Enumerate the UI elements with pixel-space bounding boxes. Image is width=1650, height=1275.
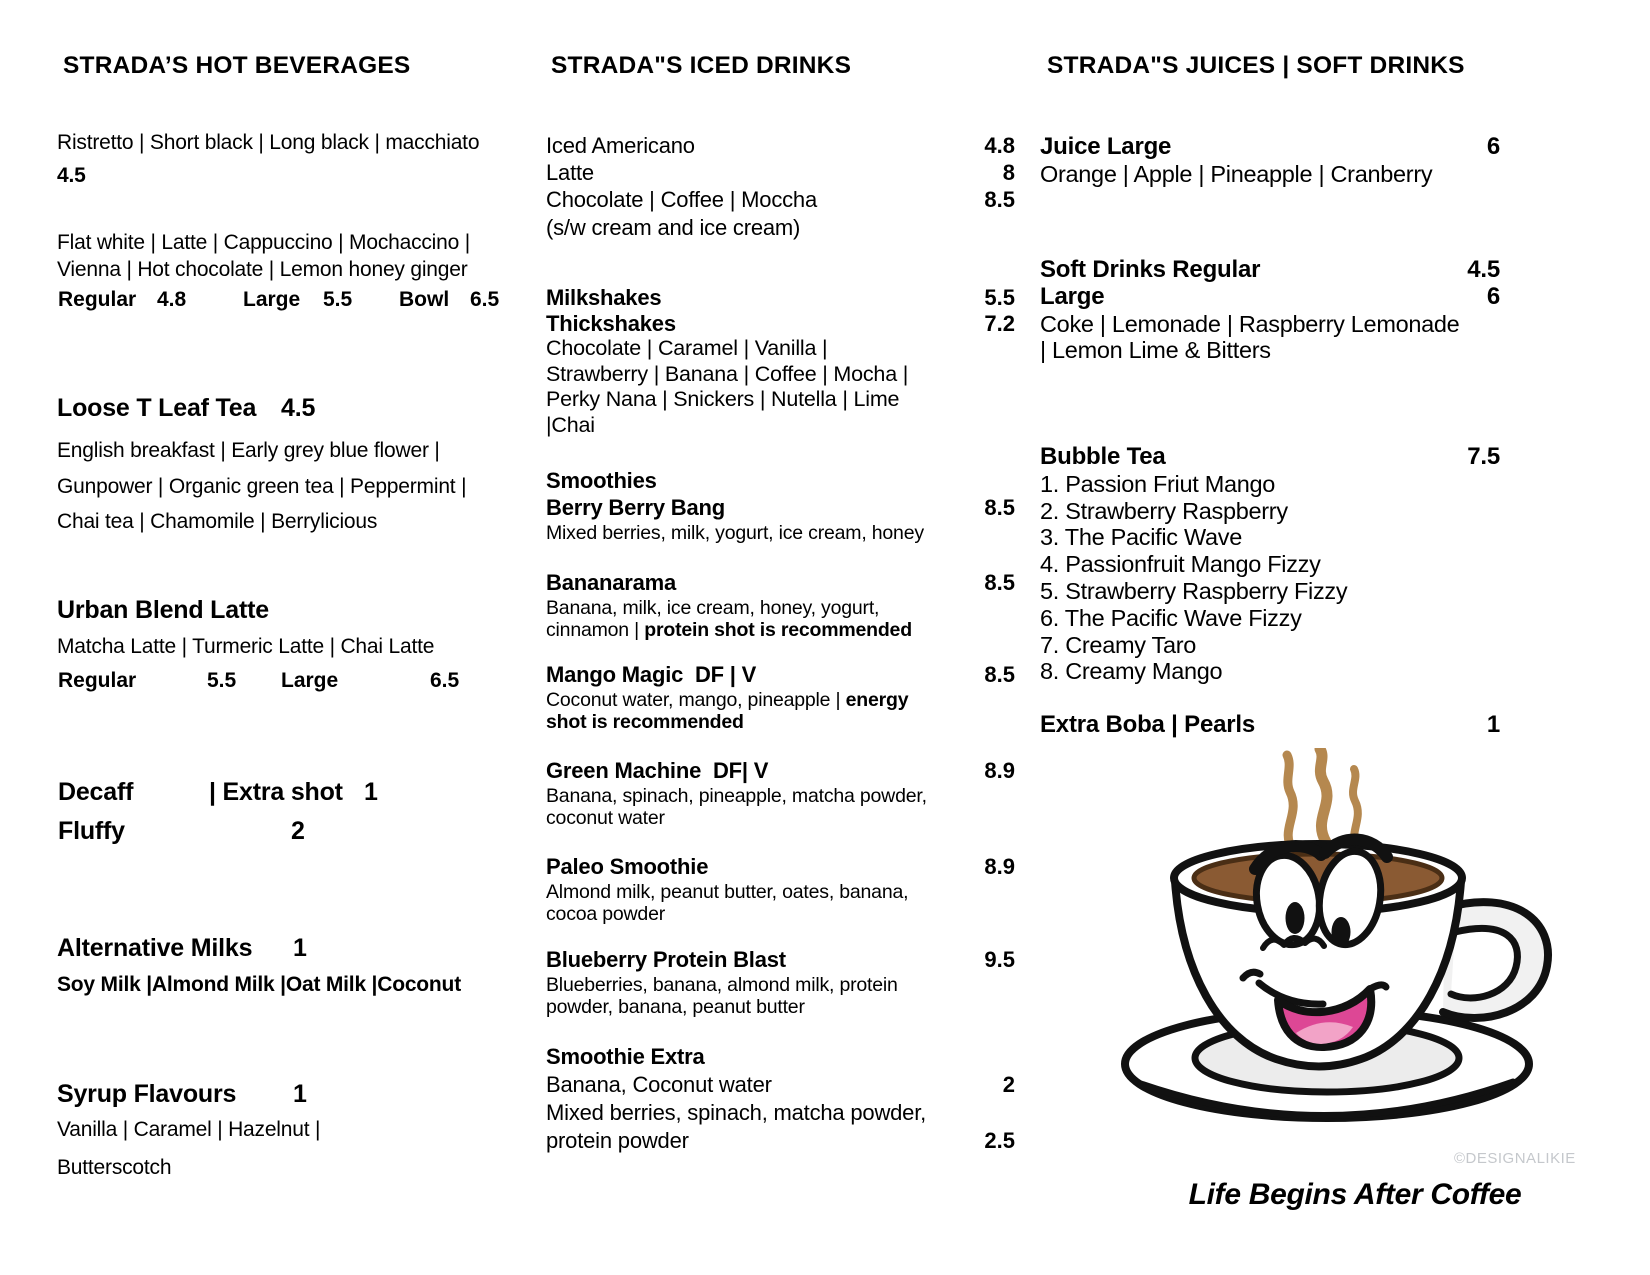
juice-large-row <box>1040 134 1500 161</box>
smoothie-desc-text: Blueberries, banana, almond milk, protein <box>546 974 898 996</box>
extra-shot-price: 1 <box>364 778 378 806</box>
smoothie-name-row <box>546 946 1015 973</box>
syrup-flavours-line-1: Vanilla | Caramel | Hazelnut | <box>57 1118 321 1141</box>
bubble-tea-price: 7.5 <box>1467 443 1500 470</box>
fluffy-price: 2 <box>291 817 305 845</box>
white-coffee-sizes <box>57 288 532 316</box>
soft-large-price: 6 <box>1486 282 1500 310</box>
smoothie-desc-bold: protein shot is recommended <box>644 618 912 641</box>
bubble-tea-item: 6. The Pacific Wave Fizzy <box>1040 604 1302 631</box>
milkshakes-label: Milkshakes <box>546 285 662 310</box>
smoothie-price: 8.5 <box>984 570 1015 595</box>
syrup-flavours-line-2: Butterscotch <box>57 1156 172 1179</box>
iced-item-name: Iced Americano <box>546 133 695 158</box>
smoothie-bananarama-block <box>546 569 1015 641</box>
soft-regular-price: 4.5 <box>1467 256 1500 283</box>
smoothie-extra-block <box>546 1043 1015 1155</box>
smoothie-desc-text: Banana, milk, ice cream, honey, yogurt, <box>546 597 880 619</box>
smoothie-desc <box>546 620 1015 642</box>
iced-item-name: Chocolate | Coffee | Moccha <box>546 187 817 213</box>
juices-soft-drinks-title: STRADA"S JUICES | SOFT DRINKS <box>1047 52 1465 79</box>
smoothie-desc <box>546 808 1015 830</box>
decaff-row <box>57 778 532 812</box>
smoothie-extra-price: 2 <box>1002 1072 1015 1097</box>
smoothie-name-row <box>546 853 1015 880</box>
loose-tea-flavors <box>57 433 537 540</box>
smoothie-name: Green Machine DF| V <box>546 758 769 783</box>
urban-blend-sizes <box>57 669 532 697</box>
alternative-milks-header <box>57 934 532 968</box>
smoothie-desc-text: Mixed berries, milk, yogurt, ice cream, honey <box>546 522 924 544</box>
iced-item-name: (s/w cream and ice cream) <box>546 214 801 240</box>
loose-tea-title: Loose T Leaf Tea <box>57 394 257 422</box>
iced-item-name: Latte <box>546 160 594 186</box>
tagline: Life Begins After Coffee <box>1188 1178 1522 1211</box>
large-size-label: Large <box>243 288 301 311</box>
smoothie-price: 8.9 <box>984 758 1015 783</box>
iced-item-row <box>546 159 1015 186</box>
smoothies-header: Smoothies <box>546 468 657 493</box>
smoothie-desc <box>546 523 1015 545</box>
smoothie-desc <box>546 690 1015 712</box>
bubble-tea-block <box>1040 444 1500 685</box>
urban-blend-title: Urban Blend Latte <box>57 596 269 624</box>
soft-regular-row <box>1040 257 1500 284</box>
loose-tea-price: 4.5 <box>281 394 316 422</box>
loose-tea-header <box>57 394 532 426</box>
tea-flavor-line-3: Chai tea | Chamomile | Berrylicious <box>57 510 378 533</box>
smoothie-desc <box>546 786 1015 808</box>
smoothie-desc-text: powder, banana, peanut butter <box>546 995 805 1018</box>
shake-flavor-line-2: Strawberry | Banana | Coffee | Mocha | <box>546 361 909 386</box>
juice-block <box>1040 134 1500 188</box>
smoothie-price: 8.5 <box>984 662 1015 687</box>
urban-large-label: Large <box>281 669 339 692</box>
smoothie-desc-text: Banana, spinach, pineapple, matcha powder, <box>546 785 927 807</box>
syrup-flavours-header <box>57 1080 532 1114</box>
urban-regular-label: Regular <box>58 669 137 692</box>
smoothie-desc-bold: shot is recommended <box>546 710 744 733</box>
smoothie-desc <box>546 904 1015 926</box>
bubble-tea-item: 2. Strawberry Raspberry <box>1040 497 1288 524</box>
smoothie-extra-price: 2.5 <box>984 1128 1015 1153</box>
smoothie-extra-text: Mixed berries, spinach, matcha powder, <box>546 1100 927 1125</box>
milkshakes-price: 5.5 <box>984 285 1015 310</box>
extra-boba-price: 1 <box>1486 711 1500 738</box>
smoothie-price: 8.9 <box>984 854 1015 879</box>
urban-blend-line: Matcha Latte | Turmeric Latte | Chai Latte <box>57 635 435 658</box>
tea-flavor-line-1: English breakfast | Early grey blue flower | <box>57 439 440 462</box>
smoothie-name: Paleo Smoothie <box>546 854 709 879</box>
smoothie-mango-block <box>546 661 1015 733</box>
smoothie-extra-title: Smoothie Extra <box>546 1044 705 1069</box>
bubble-tea-item: 7. Creamy Taro <box>1040 631 1197 658</box>
bubble-tea-item: 8. Creamy Mango <box>1040 658 1223 685</box>
white-coffee-lines <box>57 230 532 283</box>
smoothie-extra-row <box>546 1127 1015 1155</box>
smoothie-desc <box>546 975 1015 997</box>
coffee-cup-illustration <box>1113 748 1560 1138</box>
extra-boba-row <box>1040 711 1500 739</box>
alternative-milks-price: 1 <box>293 934 307 962</box>
iced-drinks-title: STRADA"S ICED DRINKS <box>551 52 852 79</box>
syrup-flavours-price: 1 <box>293 1080 307 1108</box>
smoothie-extra-row <box>546 1071 1015 1099</box>
smoothie-paleo-block <box>546 853 1015 925</box>
thickshakes-label: Thickshakes <box>546 310 676 336</box>
smoothie-desc-text: cinnamon | <box>546 618 645 641</box>
white-coffee-line-2: Vienna | Hot chocolate | Lemon honey ginger <box>57 257 468 281</box>
smoothie-desc-text: Coconut water, mango, pineapple | <box>546 689 846 711</box>
bubble-tea-item: 4. Passionfruit Mango Fizzy <box>1040 551 1321 578</box>
smoothie-desc-text: coconut water <box>546 806 665 829</box>
soft-drinks-block <box>1040 257 1500 364</box>
smoothie-name: Mango Magic DF | V <box>546 662 757 687</box>
shake-flavor-line-1: Chocolate | Caramel | Vanilla | <box>546 336 828 361</box>
smoothie-desc <box>546 997 1015 1019</box>
smoothie-desc-text: cocoa powder <box>546 902 666 925</box>
smoothie-blueberry-block <box>546 946 1015 1018</box>
smoothie-name-row <box>546 569 1015 596</box>
smoothie-extra-text: protein powder <box>546 1128 689 1153</box>
regular-size-label: Regular <box>58 288 137 311</box>
thickshakes-price: 7.2 <box>984 310 1015 336</box>
iced-item-price: 8 <box>1002 160 1015 186</box>
shake-flavor-line-3: Perky Nana | Snickers | Nutella | Lime <box>546 387 900 412</box>
fluffy-row <box>57 817 532 851</box>
smoothie-desc <box>546 882 1015 904</box>
bowl-size-price: 6.5 <box>470 288 500 311</box>
milkshakes-row <box>546 285 1015 311</box>
fluffy-label: Fluffy <box>58 817 125 845</box>
smoothie-extra-text: Banana, Coconut water <box>546 1072 772 1097</box>
smoothie-price: 9.5 <box>984 947 1015 972</box>
smoothie-name: Blueberry Protein Blast <box>546 947 786 972</box>
smoothie-green-machine-block <box>546 757 1015 829</box>
decaff-label: Decaff <box>58 778 134 806</box>
large-size-price: 5.5 <box>323 288 353 311</box>
espresso-drinks-line: Ristretto | Short black | Long black | macchiato <box>57 131 480 154</box>
smoothie-name: Berry Berry Bang <box>546 495 725 520</box>
smoothie-desc-text: Almond milk, peanut butter, oates, banana, <box>546 881 909 903</box>
juice-large-price: 6 <box>1486 133 1500 160</box>
iced-item-row <box>546 132 1015 159</box>
extra-shot-label: | Extra shot <box>209 778 343 806</box>
urban-large-price: 6.5 <box>430 669 460 692</box>
alternative-milks-line: Soy Milk |Almond Milk |Oat Milk |Coconut <box>57 973 461 996</box>
smoothie-desc <box>546 712 1015 734</box>
soft-regular-label: Soft Drinks Regular <box>1040 256 1261 283</box>
shake-flavor-line-4: |Chai <box>546 412 595 437</box>
designalikie-watermark: ©DESIGNALIKIE <box>1454 1150 1576 1167</box>
smoothie-desc <box>546 598 1015 620</box>
alternative-milks-title: Alternative Milks <box>57 934 253 962</box>
iced-item-price: 8.5 <box>984 187 1015 213</box>
soft-flavors-line-1: Coke | Lemonade | Raspberry Lemonade <box>1040 310 1460 337</box>
bubble-tea-row <box>1040 444 1500 471</box>
smoothie-name-row <box>546 757 1015 784</box>
smoothie-name-row <box>546 494 1015 521</box>
smoothie-price: 8.5 <box>984 495 1015 520</box>
thickshakes-row <box>546 311 1015 337</box>
bowl-size-label: Bowl <box>399 288 450 311</box>
white-coffee-line-1: Flat white | Latte | Cappuccino | Mochaccino | <box>57 231 470 254</box>
bubble-tea-item: 5. Strawberry Raspberry Fizzy <box>1040 577 1348 604</box>
soft-large-row <box>1040 284 1500 311</box>
urban-regular-price: 5.5 <box>207 669 237 692</box>
hot-beverages-title: STRADA’S HOT BEVERAGES <box>63 52 411 79</box>
smoothie-name-row <box>546 661 1015 688</box>
espresso-price: 4.5 <box>57 164 86 187</box>
bubble-tea-label: Bubble Tea <box>1040 443 1166 470</box>
tea-flavor-line-2: Gunpower | Organic green tea | Peppermint | <box>57 474 467 498</box>
juice-large-label: Juice Large <box>1040 133 1172 160</box>
iced-item-row <box>546 214 1015 241</box>
milkshakes-block <box>546 285 1015 439</box>
bubble-tea-item: 1. Passion Friut Mango <box>1040 470 1276 497</box>
smiling-coffee-cup-icon <box>1113 748 1560 1138</box>
soft-large-label: Large <box>1040 282 1105 310</box>
smoothie-desc-bold: energy <box>845 689 909 711</box>
bubble-tea-item: 3. The Pacific Wave <box>1040 524 1242 551</box>
iced-items-list <box>546 132 1015 241</box>
iced-item-price: 4.8 <box>984 133 1015 158</box>
juice-flavors-line: Orange | Apple | Pineapple | Cranberry <box>1040 160 1433 187</box>
syrup-flavours-title: Syrup Flavours <box>57 1080 237 1108</box>
smoothie-berry-block <box>546 467 1015 545</box>
extra-boba-label: Extra Boba | Pearls <box>1040 711 1256 738</box>
soft-flavors-line-2: | Lemon Lime & Bitters <box>1040 337 1271 364</box>
iced-item-row <box>546 186 1015 213</box>
regular-size-price: 4.8 <box>157 288 187 311</box>
smoothie-name: Bananarama <box>546 570 677 595</box>
